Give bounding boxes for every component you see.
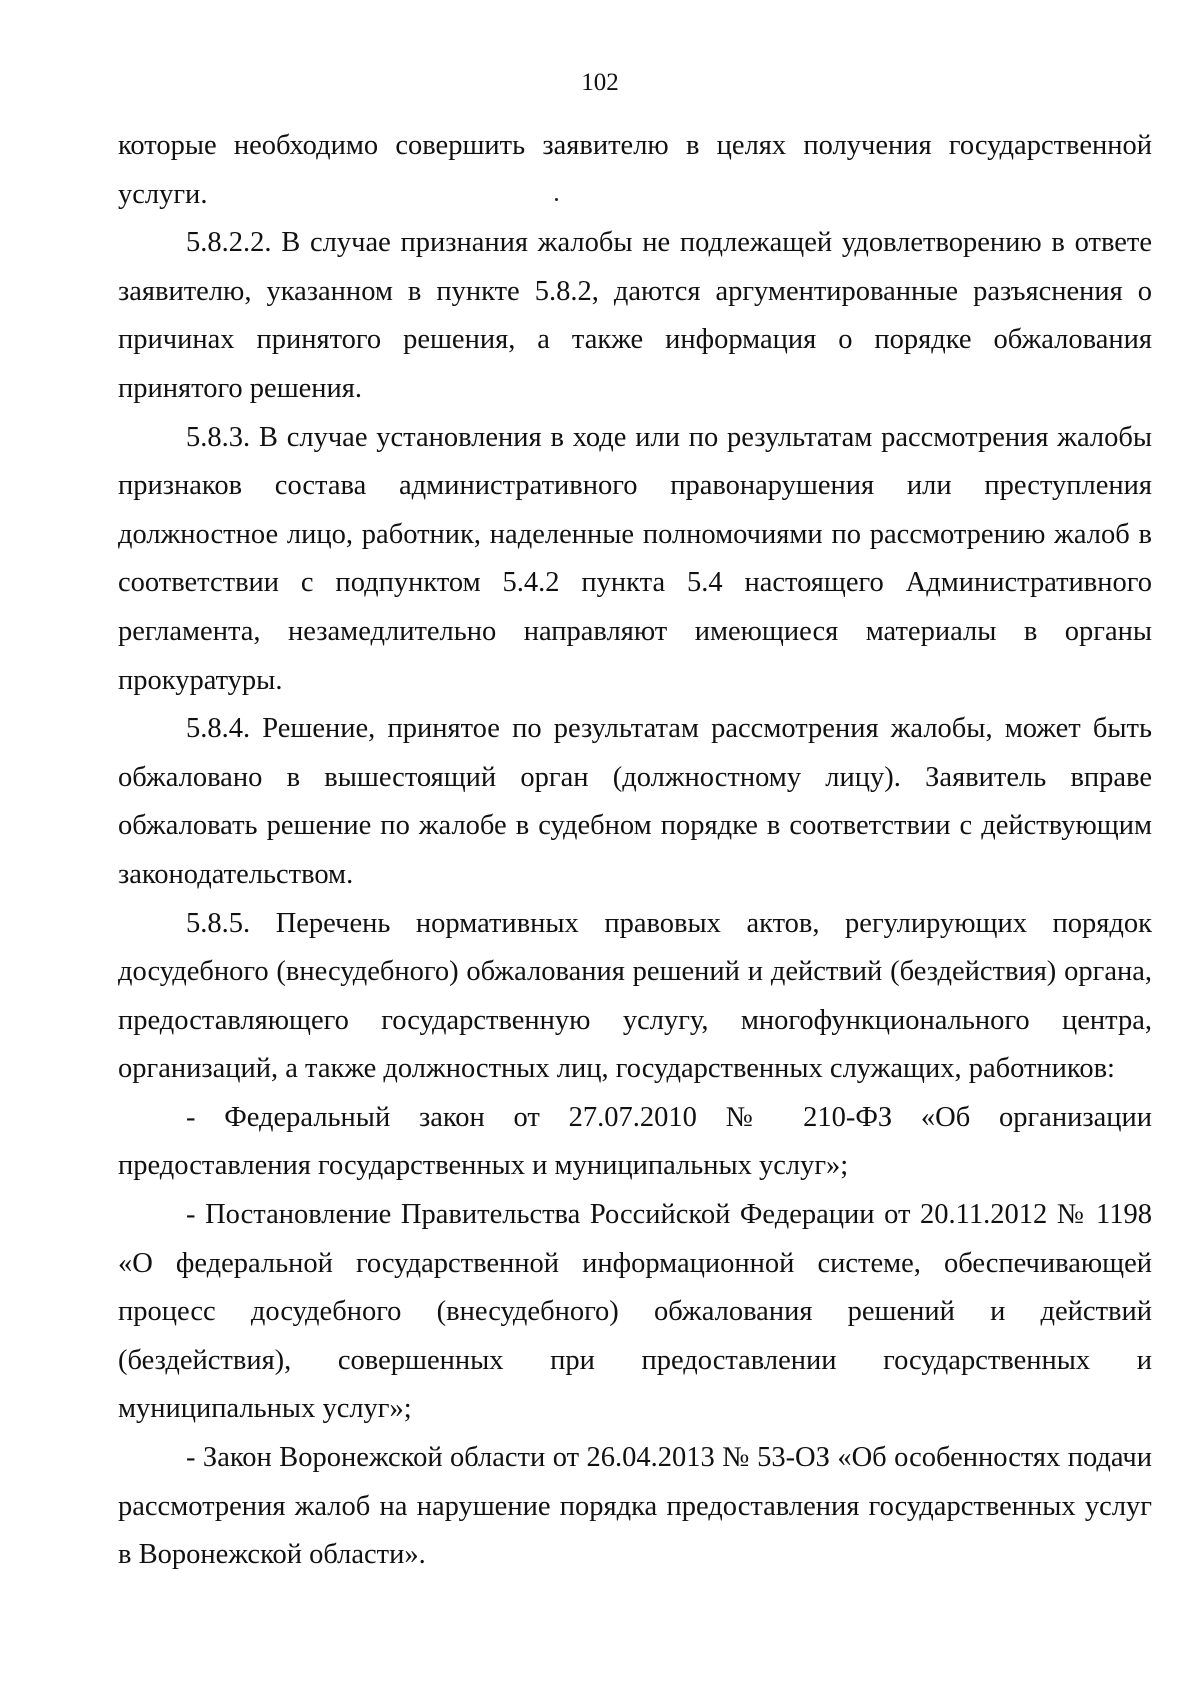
paragraph-5-8-4: 5.8.4. Решение, принятое по результатам рассмотрения жалобы, может быть обжаловано в вышестоящий орган (должностному лицу). Заявитель вправе обжаловать решение по жалобе в судебном порядке в соответствии с действующим законодательством. bbox=[118, 713, 1152, 890]
paragraph-continuation: которые необходимо совершить заявителю в целях получения государственной услуги. bbox=[118, 130, 1152, 210]
paragraph-5-8-2-2: 5.8.2.2. В случае признания жалобы не подлежащей удовлетворению в ответе заявителю, указанном в пункте 5.8.2, даются аргументированные разъяснения о причинах принятого решения, а также информация о порядке обжалования принятого решения. bbox=[118, 227, 1152, 404]
list-item-federal-law: - Федеральный закон от 27.07.2010 № 210-ФЗ «Об организации предоставления государственных и муниципальных услуг»; bbox=[118, 1101, 1152, 1182]
paragraph-5-8-5: 5.8.5. Перечень нормативных правовых актов, регулирующих порядок досудебного (внесудебного) обжалования решений и действий (бездействия) органа, предоставляющего государственную услугу, многофункционального центра, организаций, а также должностных лиц, государственных служащих, работников: bbox=[118, 907, 1152, 1085]
document-body bbox=[118, 122, 1152, 1580]
list-item-regional-law: - Закон Воронежской области от 26.04.2013 № 53-ОЗ «Об особенностях подачи рассмотрения жалоб на нарушение порядка предоставления государственных услуг в Воронежской области». bbox=[118, 1442, 1152, 1571]
page-number: 102 bbox=[581, 69, 619, 96]
paragraph-5-8-3: 5.8.3. В случае установления в ходе или по результатам рассмотрения жалобы признаков состава административного правонарушения или преступления должностное лицо, работник, наделенные полномочиями по рассмотрению жалоб в соответствии с подпунктом 5.4.2 пункта 5.4 настоящего Административного регламента, незамедлительно направляют имеющиеся материалы в органы прокуратуры. bbox=[118, 421, 1152, 696]
list-item-government-resolution: - Постановление Правительства Российской Федерации от 20.11.2012 № 1198 «О федеральной государственной информационной системе, обеспечивающей процесс досудебного (внесудебного) обжалования решений и действий (бездействия), совершенных при предоставлении государственных и муниципальных услуг»; bbox=[118, 1199, 1152, 1425]
